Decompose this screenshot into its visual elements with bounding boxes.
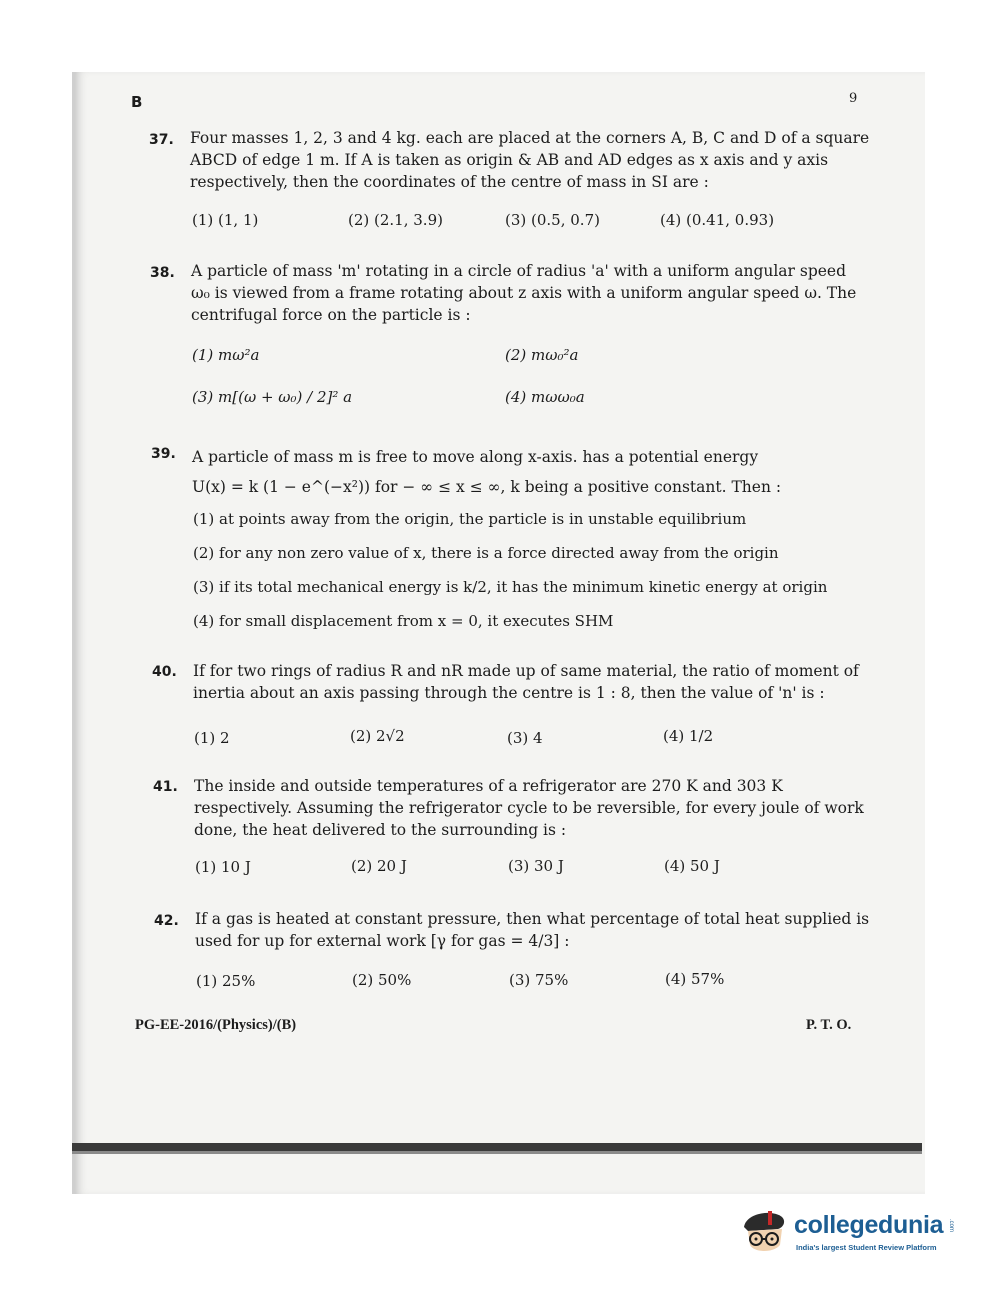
question-line: inertia about an axis passing through the centre is 1 : 8, then the value of 'n' is : [193, 684, 825, 702]
question-line: ω₀ is viewed from a frame rotating about z axis with a uniform angular speed ω. The [191, 284, 857, 302]
question-number: 38. [150, 265, 175, 281]
option-3: (3) if its total mechanical energy is k/2, it has the minimum kinetic energy at origin [193, 578, 828, 596]
page-number: 9 [849, 91, 858, 106]
option-3: (3) 75% [509, 971, 569, 989]
question-text [193, 660, 859, 704]
question-text [190, 127, 869, 193]
option-2: (2) 2√2 [350, 727, 405, 745]
booklet-series: B [131, 93, 143, 111]
question-line: U(x) = k (1 − e^(−x²)) for − ∞ ≤ x ≤ ∞, k being a positive constant. Then : [192, 478, 782, 496]
student-mascot-icon [738, 1205, 794, 1261]
option-4: (4) (0.41, 0.93) [660, 211, 775, 229]
paper-code: PG-EE-2016/(Physics)/(B) [135, 1017, 297, 1033]
question-text [192, 442, 781, 502]
option-4: (4) 50 J [664, 857, 720, 875]
logo-domain-suffix: .com [948, 1219, 954, 1233]
question-line: The inside and outside temperatures of a refrigerator are 270 K and 303 K [194, 777, 783, 795]
question-number: 39. [151, 446, 176, 462]
option-1: (1) 10 J [195, 858, 251, 876]
logo-brand-text: collegedunia [794, 1211, 944, 1239]
question-number: 37. [149, 132, 174, 148]
question-line: If a gas is heated at constant pressure, then what percentage of total heat supplied is [195, 910, 870, 928]
option-1: (1) 25% [196, 972, 256, 990]
question-line: ABCD of edge 1 m. If A is taken as origin & AB and AD edges as x axis and y axis [190, 151, 829, 169]
question-number: 41. [153, 779, 178, 795]
question-line: A particle of mass 'm' rotating in a circle of radius 'a' with a uniform angular speed [191, 262, 847, 280]
option-4: (4) for small displacement from x = 0, it executes SHM [193, 612, 614, 630]
logo-tagline: India's largest Student Review Platform [796, 1243, 937, 1252]
pto-label: P. T. O. [806, 1017, 852, 1033]
scan-edge-shadow [72, 1143, 922, 1151]
question-number: 42. [154, 913, 179, 929]
question-text [194, 775, 864, 841]
option-2: (2) (2.1, 3.9) [348, 211, 443, 229]
question-line: If for two rings of radius R and nR made up of same material, the ratio of moment of [193, 662, 859, 680]
option-3: (3) (0.5, 0.7) [505, 211, 600, 229]
option-3: (3) 30 J [508, 857, 564, 875]
option-1: (1) mω²a [192, 346, 260, 364]
question-line: centrifugal force on the particle is : [191, 306, 471, 324]
option-2: (2) 50% [352, 971, 412, 989]
option-3: (3) m[(ω + ω₀) / 2]² a [192, 388, 353, 406]
question-line: used for up for external work [γ for gas = 4/3] : [195, 932, 570, 950]
option-4: (4) 57% [665, 970, 725, 988]
scan-edge-line [72, 1151, 922, 1154]
option-2: (2) mω₀²a [505, 346, 579, 364]
question-line: A particle of mass m is free to move along x-axis. has a potential energy [192, 448, 759, 466]
question-line: Four masses 1, 2, 3 and 4 kg. each are placed at the corners A, B, C and D of a square [190, 129, 870, 147]
question-line: respectively, then the coordinates of the centre of mass in SI are : [190, 173, 709, 191]
option-4: (4) 1/2 [663, 727, 714, 745]
option-1: (1) at points away from the origin, the particle is in unstable equilibrium [193, 510, 747, 528]
question-number: 40. [152, 664, 177, 680]
question-line: done, the heat delivered to the surrounding is : [194, 821, 567, 839]
option-2: (2) 20 J [351, 857, 407, 875]
option-3: (3) 4 [507, 729, 543, 747]
question-text [195, 908, 869, 952]
option-1: (1) 2 [194, 729, 230, 747]
option-1: (1) (1, 1) [192, 211, 259, 229]
question-line: respectively. Assuming the refrigerator cycle to be reversible, for every joule of work [194, 799, 864, 817]
option-2: (2) for any non zero value of x, there is a force directed away from the origin [193, 544, 779, 562]
question-text [191, 260, 856, 326]
collegedunia-logo [738, 1205, 968, 1265]
option-4: (4) mωω₀a [505, 388, 585, 406]
